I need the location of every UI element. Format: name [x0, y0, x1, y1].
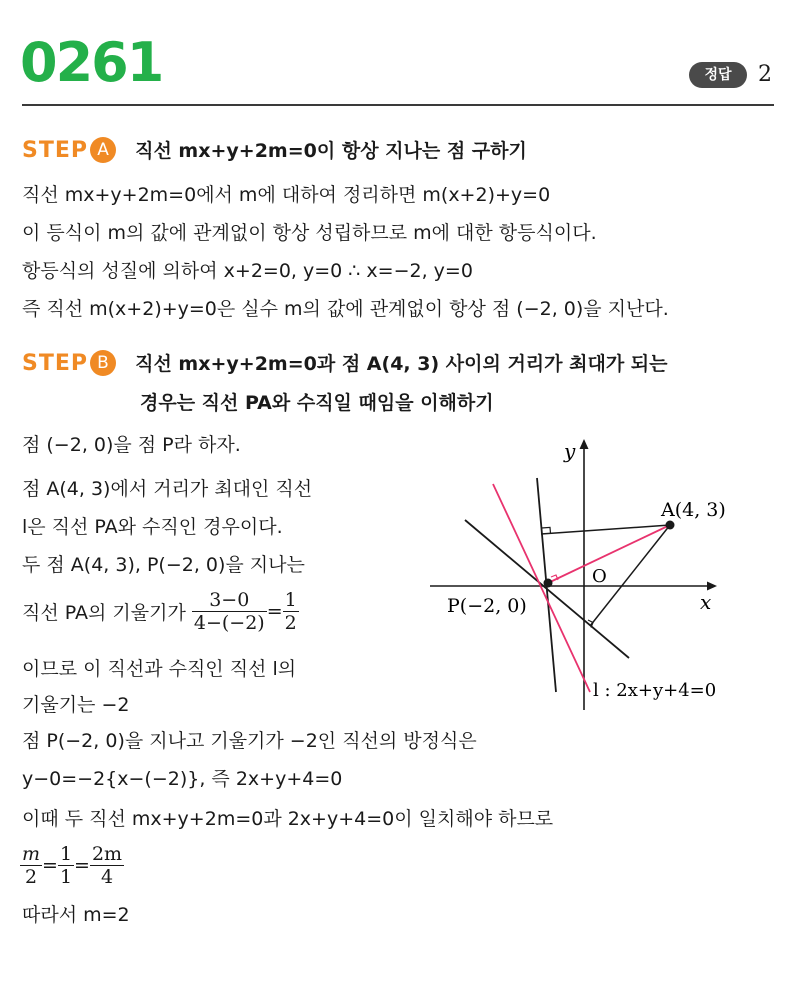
step-a-line-1: 직선 mx+y+2m=0에서 m에 대하여 정리하면 m(x+2)+y=0 [22, 184, 551, 206]
step-a-letter-badge: A [90, 137, 116, 163]
step-b-line-1: 점 (−2, 0)을 점 P라 하자. [22, 434, 241, 456]
ratio-fraction-1-numerator: m [22, 843, 41, 865]
step-a-line-2: 이 등식이 m의 값에 관계없이 항상 성립하므로 m에 대한 항등식이다. [22, 222, 597, 244]
ratio-fraction-2 [58, 843, 74, 888]
step-a-line-4: 즉 직선 m(x+2)+y=0은 실수 m의 값에 관계없이 항상 점 (−2, 0)을 지난다. [22, 298, 669, 320]
step-b-line-2: 점 A(4, 3)에서 거리가 최대인 직선 [22, 478, 313, 500]
point-a [666, 521, 675, 530]
step-b-header [22, 349, 668, 379]
conclusion: 따라서 m=2 [22, 904, 130, 926]
origin-label: O [592, 566, 607, 587]
answer-value: 2 [758, 62, 772, 87]
ratio-fraction-1 [20, 843, 42, 888]
slope-result-fraction [283, 589, 299, 634]
perpendicular-to-line-1 [541, 525, 670, 534]
step-b-label: STEP [22, 351, 89, 376]
step-a-line-3: 항등식의 성질에 의하여 x+2=0, y=0 ∴ x=−2, y=0 [22, 260, 473, 282]
ratio-equals-1: = [42, 854, 58, 877]
step-b-line-8: y−0=−2{x−(−2)}, 즉 2x+y+4=0 [22, 768, 343, 790]
y-axis-label: y [564, 439, 576, 463]
answer-badge: 정답 [689, 62, 747, 88]
step-b-title-2: 경우는 직선 PA와 수직일 때임을 이해하기 [140, 392, 494, 414]
point-a-label: A(4, 3) [661, 499, 726, 521]
ratio-fraction-3-numerator: 2m [91, 843, 123, 865]
step-b-line-3: l은 직선 PA와 수직인 경우이다. [22, 516, 283, 538]
slope-fraction-numerator: 3−0 [209, 589, 250, 611]
step-a-title: 직선 mx+y+2m=0이 항상 지나는 점 구하기 [135, 140, 527, 162]
slope-statement [22, 589, 299, 634]
step-b-title-1: 직선 mx+y+2m=0과 점 A(4, 3) 사이의 거리가 최대가 되는 [135, 353, 668, 375]
step-a-label: STEP [22, 138, 89, 163]
line-l-equation-label: l : 2x+y+4=0 [593, 680, 717, 701]
step-b-line-7: 점 P(−2, 0)을 지나고 기울기가 −2인 직선의 방정식은 [22, 730, 477, 752]
step-b-line-5: 이므로 이 직선과 수직인 직선 l의 [22, 658, 297, 680]
x-axis-label: x [700, 590, 712, 614]
step-b-line-4: 두 점 A(4, 3), P(−2, 0)을 지나는 [22, 554, 305, 576]
slope-result-numerator: 1 [284, 589, 297, 611]
line-l [465, 520, 629, 658]
slope-fraction [192, 589, 267, 634]
header-divider [22, 104, 774, 106]
slope-fraction-denominator: 4−(−2) [193, 612, 265, 634]
ratio-equation [20, 843, 124, 888]
y-axis-arrow [580, 439, 589, 449]
line-perpendicular-pink [493, 484, 590, 692]
point-p-label: P(−2, 0) [447, 595, 527, 617]
slope-prefix: 직선 PA의 기울기가 [22, 602, 186, 624]
problem-number: 0261 [20, 31, 163, 94]
coordinate-graph [425, 430, 765, 715]
ratio-equals-2: = [74, 854, 90, 877]
right-angle-mark-1 [542, 527, 551, 533]
point-p [544, 579, 553, 588]
step-a-header [22, 136, 527, 166]
ratio-fraction-1-denominator: 2 [20, 865, 42, 888]
step-b-line-6: 기울기는 −2 [22, 694, 130, 716]
slope-result-denominator: 2 [284, 612, 297, 634]
step-b-letter-badge: B [90, 350, 116, 376]
ratio-fraction-2-denominator: 1 [59, 866, 73, 888]
segment-pa [548, 525, 670, 583]
ratio-fraction-2-numerator: 1 [59, 843, 73, 865]
slope-equals: = [266, 600, 283, 623]
step-b-line-9: 이때 두 직선 mx+y+2m=0과 2x+y+4=0이 일치해야 하므로 [22, 808, 554, 830]
ratio-fraction-3 [90, 843, 124, 888]
ratio-fraction-3-denominator: 4 [90, 865, 124, 888]
